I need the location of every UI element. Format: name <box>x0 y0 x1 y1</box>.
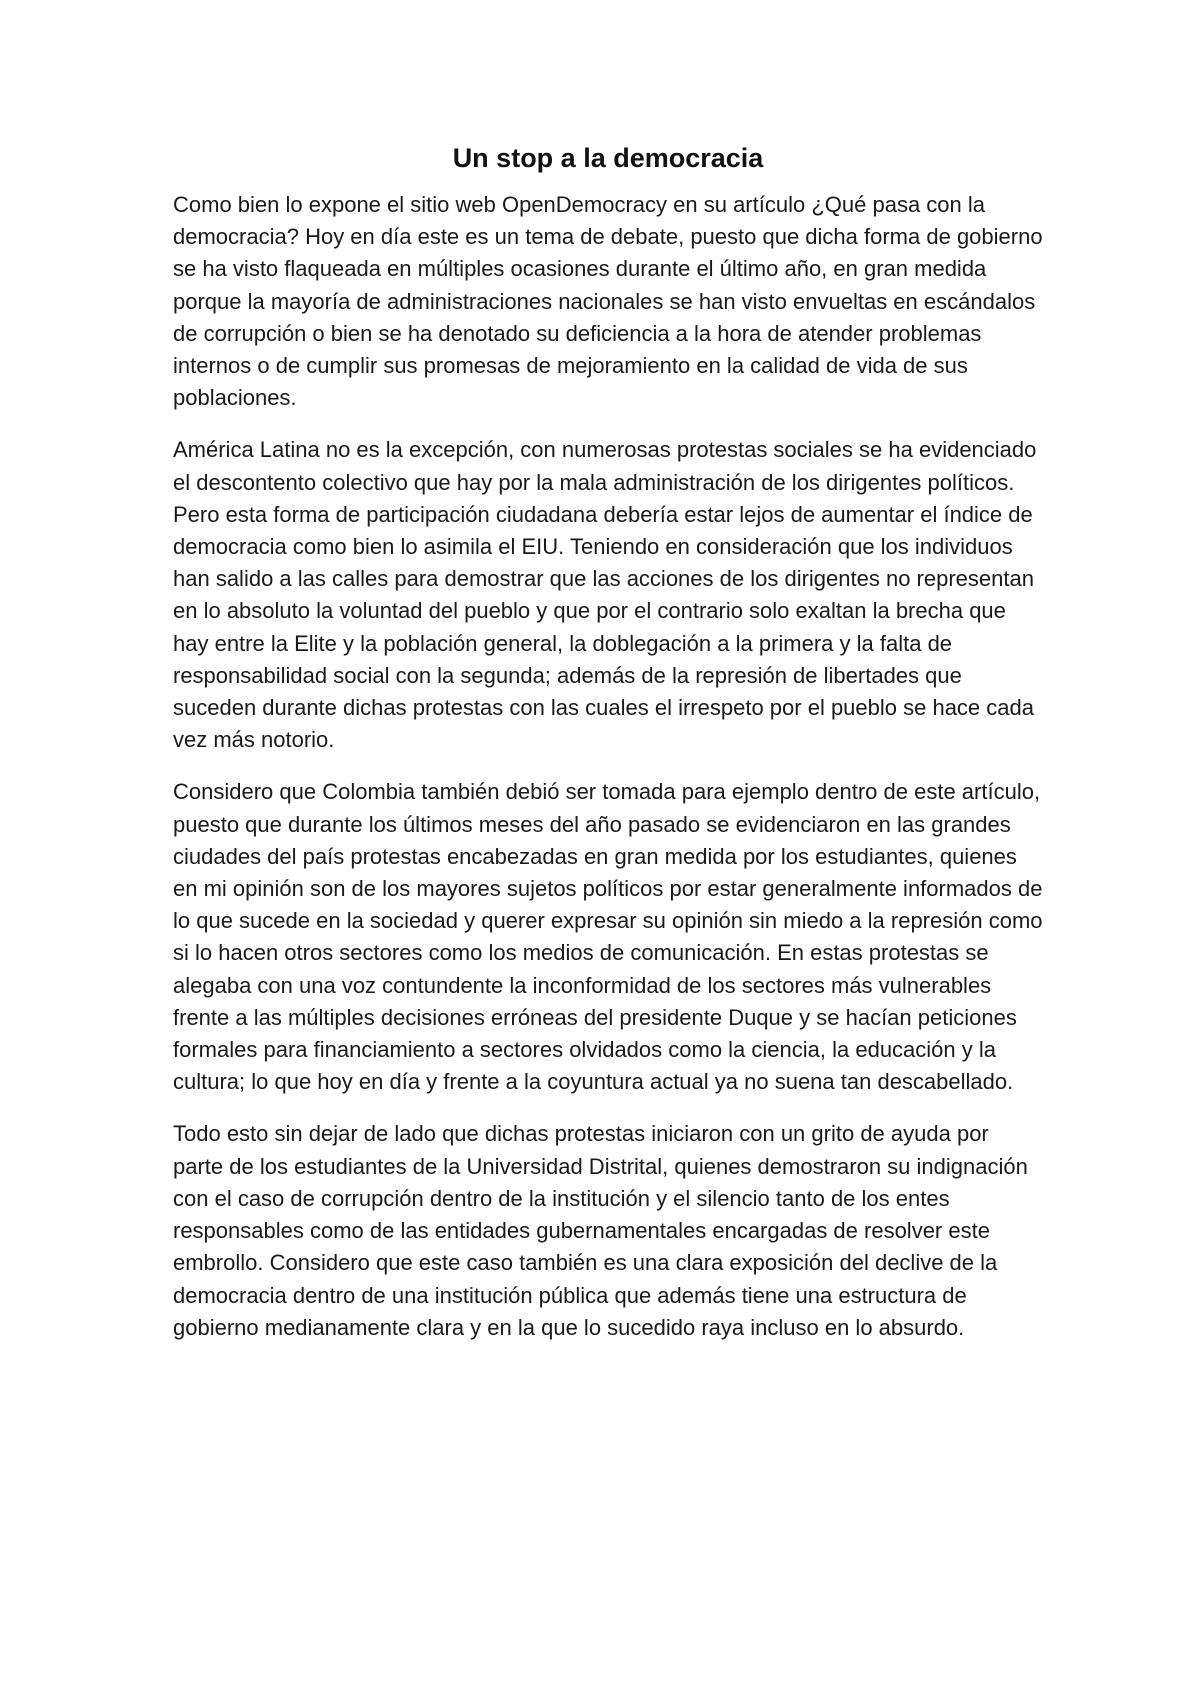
paragraph-2: América Latina no es la excepción, con numerosas protestas sociales se ha evidenciado el descontento colectivo que hay por la mala administración de los dirigentes políticos. Pero esta forma de participación ciudadana debería estar lejos de aumentar el índice de democracia como bien lo asimila el EIU. Teniendo en consideración que los individuos han salido a las calles para demostrar que las acciones de los dirigentes no representan en lo absoluto la voluntad del pueblo y que por el contrario solo exaltan la brecha que hay entre la Elite y la población general, la doblegación a la primera y la falta de responsabilidad social con la segunda; además de la represión de libertades que suceden durante dichas protestas con las cuales el irrespeto por el pueblo se hace cada vez más notorio. <box>173 437 1037 753</box>
document-body <box>173 141 1043 1364</box>
paragraph-3: Considero que Colombia también debió ser tomada para ejemplo dentro de este artículo, puesto que durante los últimos meses del año pasado se evidenciaron en las grandes ciudades del país protestas encabezadas en gran medida por los estudiantes, quienes en mi opinión son de los mayores sujetos políticos por estar generalmente informados de lo que sucede en la sociedad y querer expresar su opinión sin miedo a la represión como si lo hacen otros sectores como los medios de comunicación. En estas protestas se alegaba con una voz contundente la inconformidad de los sectores más vulnerables frente a las múltiples decisiones erróneas del presidente Duque y se hacían peticiones formales para financiamiento a sectores olvidados como la ciencia, la educación y la cultura; lo que hoy en día y frente a la coyuntura actual ya no suena tan descabellado. <box>173 779 1043 1095</box>
paragraph-1: Como bien lo expone el sitio web OpenDemocracy en su artículo ¿Qué pasa con la democracia? Hoy en día este es un tema de debate, puesto que dicha forma de gobierno se ha visto flaqueada en múltiples ocasiones durante el último año, en gran medida porque la mayoría de administraciones nacionales se han visto envueltas en escándalos de corrupción o bien se ha denotado su deficiencia a la hora de atender problemas internos o de cumplir sus promesas de mejoramiento en la calidad de vida de sus poblaciones. <box>173 192 1043 411</box>
document-title: Un stop a la democracia <box>452 143 764 173</box>
paragraph-4: Todo esto sin dejar de lado que dichas protestas iniciaron con un grito de ayuda por parte de los estudiantes de la Universidad Distrital, quienes demostraron su indignación con el caso de corrupción dentro de la institución y el silencio tanto de los entes responsables como de las entidades gubernamentales encargadas de resolver este embrollo. Considero que este caso también es una clara exposición del declive de la democracia dentro de una institución pública que además tiene una estructura de gobierno medianamente clara y en la que lo sucedido raya incluso en lo absurdo. <box>173 1121 1028 1340</box>
